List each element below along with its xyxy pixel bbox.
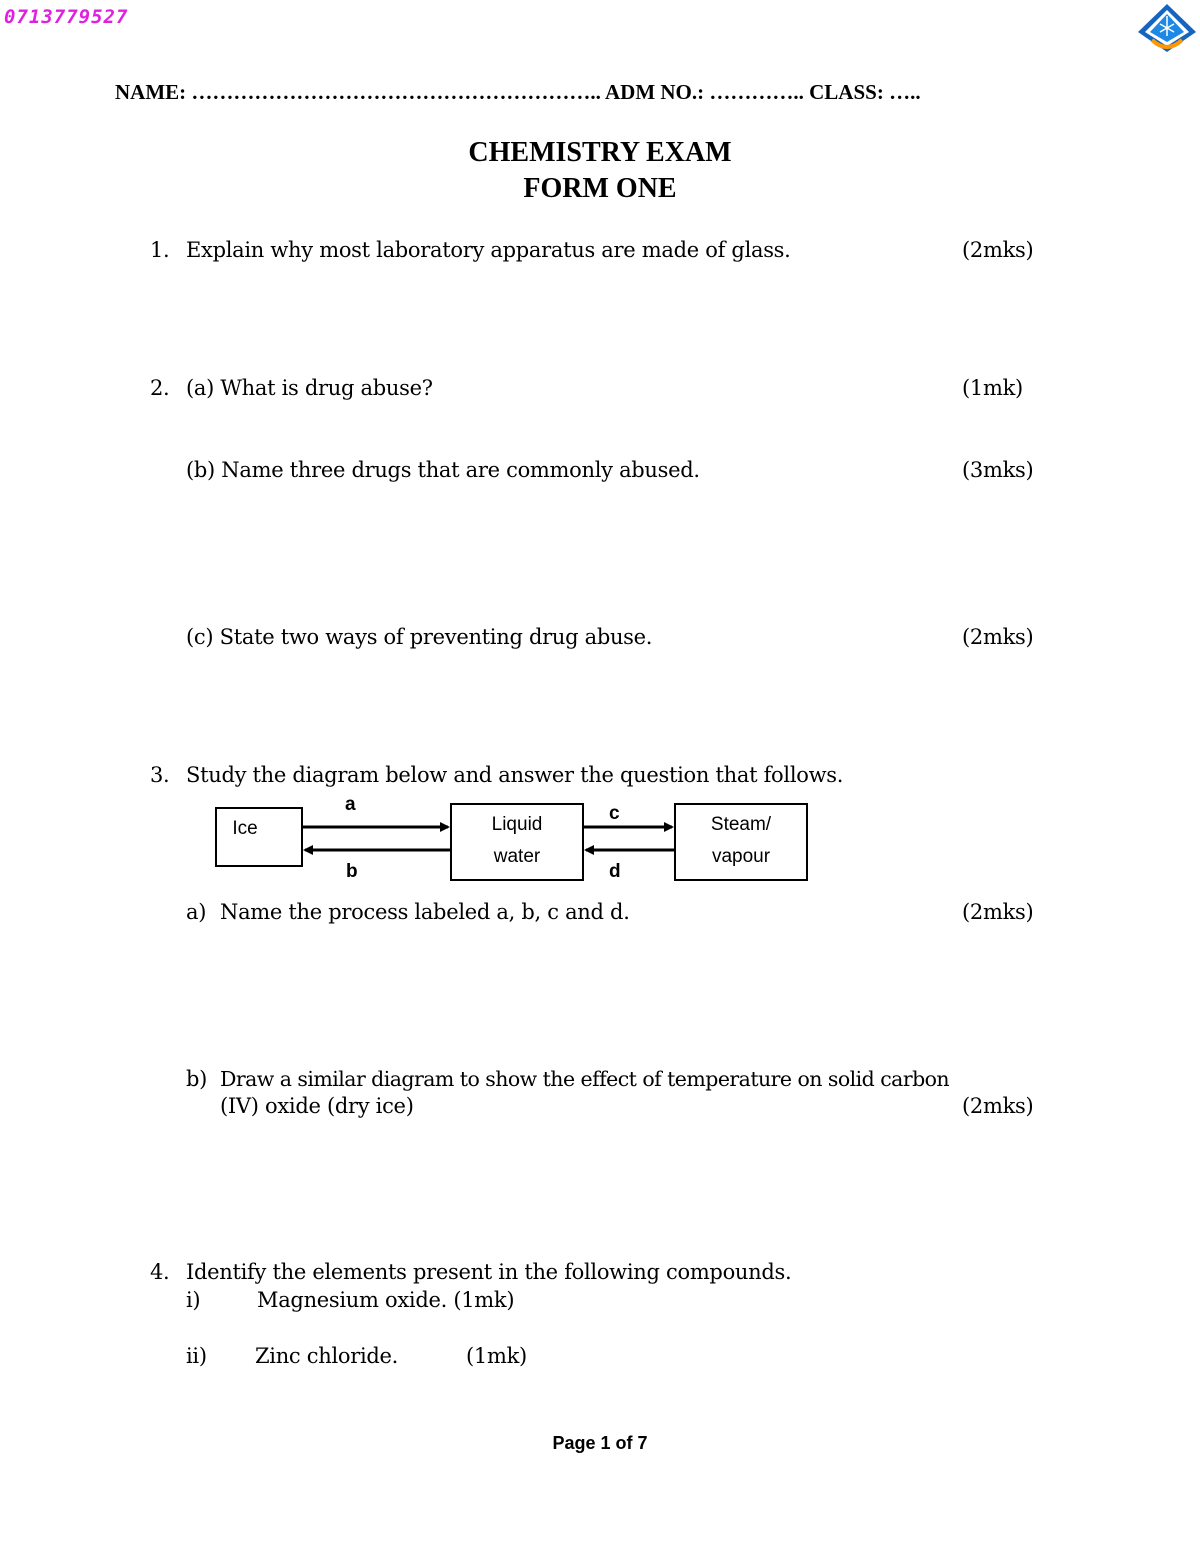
question-3-text: Study the diagram below and answer the question that follows.	[186, 763, 844, 787]
question-1-text: Explain why most laboratory apparatus are made of glass.	[186, 238, 791, 262]
question-3a-text: Name the process labeled a, b, c and d.	[220, 900, 630, 924]
question-3b-marks: (2mks)	[962, 1094, 1034, 1118]
arrow-label-a: a	[345, 794, 356, 815]
student-details-line: NAME: ………………………………………………….. ADM NO.: ………….. CLASS: …..	[115, 80, 921, 104]
question-3b-text-line2: (IV) oxide (dry ice)	[220, 1094, 414, 1118]
question-3b-text: Draw a similar diagram to show the effect of temperature on solid carbon	[220, 1067, 950, 1091]
question-2b-text: (b) Name three drugs that are commonly abused.	[186, 458, 700, 482]
question-4-number: 4.	[150, 1260, 170, 1284]
question-2c-marks: (2mks)	[962, 625, 1034, 649]
question-4i-text: Magnesium oxide. (1mk)	[257, 1288, 515, 1312]
exam-subtitle: FORM ONE	[523, 173, 677, 204]
question-2a-text: (a) What is drug abuse?	[186, 376, 433, 400]
question-4ii-number: ii)	[186, 1344, 207, 1368]
arrow-label-b: b	[346, 861, 358, 882]
question-3b-number: b)	[186, 1067, 208, 1091]
steam-label-line2: vapour	[711, 846, 771, 867]
question-3a-marks: (2mks)	[962, 900, 1034, 924]
arrow-label-c: c	[609, 803, 620, 824]
question-2c-text: (c) State two ways of preventing drug abuse.	[186, 625, 653, 649]
question-3-number: 3.	[150, 763, 170, 787]
question-4i-number: i)	[186, 1288, 201, 1312]
watermark-phone: 0713779527	[4, 6, 129, 28]
question-2a-marks: (1mk)	[962, 376, 1023, 400]
liquid-label-line1: Liquid	[491, 814, 543, 835]
question-4ii-marks: (1mk)	[466, 1344, 527, 1368]
question-1-number: 1.	[150, 238, 170, 262]
question-1-marks: (2mks)	[962, 238, 1034, 262]
question-4-text: Identify the elements present in the following compounds.	[186, 1260, 792, 1284]
steam-label-line1: Steam/	[710, 814, 772, 835]
question-3a-number: a)	[186, 900, 207, 924]
question-2b-marks: (3mks)	[962, 458, 1034, 482]
exam-title: CHEMISTRY EXAM	[468, 137, 732, 168]
liquid-label-line2: water	[493, 846, 541, 867]
page-number: Page 1 of 7	[552, 1433, 648, 1453]
question-4ii-text: Zinc chloride.	[255, 1344, 399, 1368]
ice-label: Ice	[232, 818, 258, 839]
arrow-label-d: d	[609, 861, 621, 882]
question-2-number: 2.	[150, 376, 170, 400]
